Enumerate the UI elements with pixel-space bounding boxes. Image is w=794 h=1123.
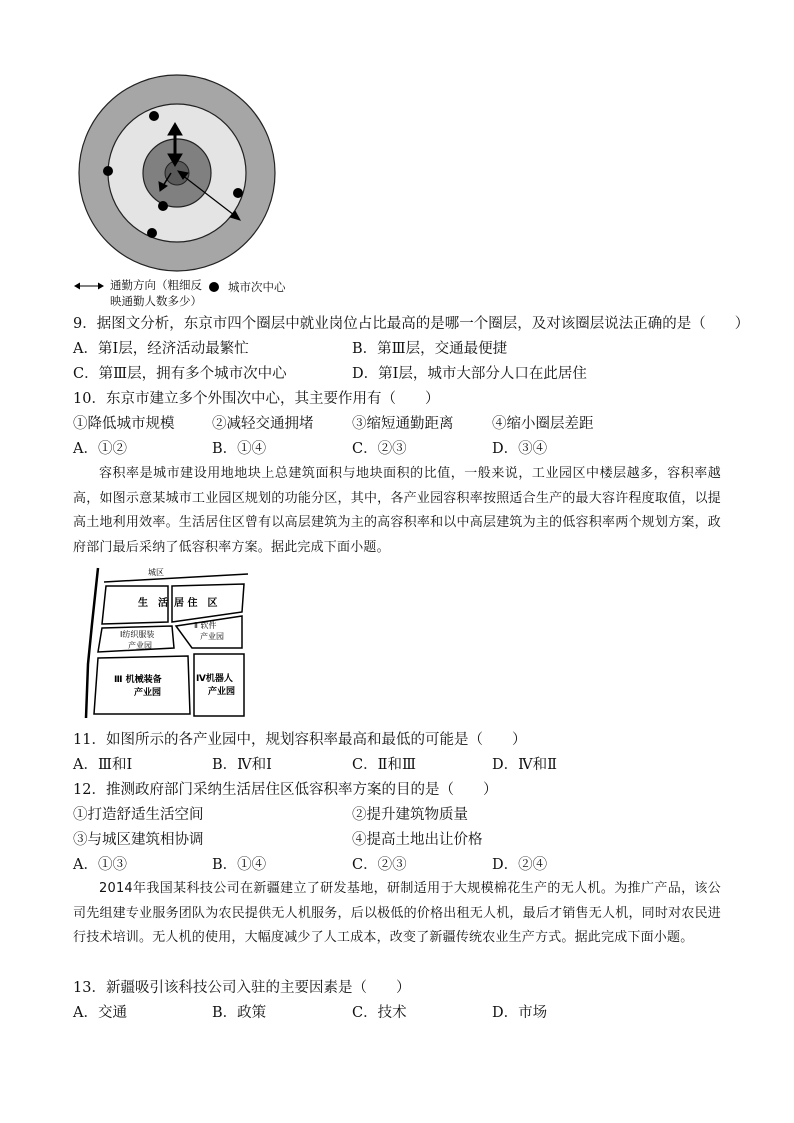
question-11-option-b[interactable]: B．Ⅳ和Ⅰ: [212, 757, 272, 773]
question-13-option-b[interactable]: B．政策: [212, 1005, 267, 1021]
legend-arrow-label: [110, 277, 202, 309]
legend-arrow-line2: 映通勤人数多少）: [110, 294, 202, 308]
passage-floor-area-ratio: 容积率是城市建设用地地块上总建筑面积与地块面积的比值，一般来说，工业园区中楼层越多，容积率越高，如图示意某城市工业园区规划的功能分区，其中，各产业园容积率按照适合生产的最大容许程度取值，以提高土地利用效率。生活居住区曾有以高层建筑为主的高容积率和以中高层建筑为主的低容积率两个规划方案，政府部门最后采纳了低容积率方案。据此完成下面小题。: [73, 466, 721, 555]
question-11-option-d[interactable]: D．Ⅳ和Ⅱ: [492, 757, 557, 773]
question-10-option-d[interactable]: D．③④: [492, 441, 548, 457]
question-9-option-b[interactable]: B．第Ⅲ层，交通最便捷: [352, 341, 508, 357]
zone-2-label-b: 产业园: [200, 632, 224, 641]
question-10-statement-2: ②减轻交通拥堵: [212, 416, 314, 432]
question-9-option-a[interactable]: A．第Ⅰ层，经济活动最繁忙: [73, 341, 249, 357]
subcenter-dot: [149, 111, 159, 121]
question-10-statement-3: ③缩短通勤距离: [352, 416, 454, 432]
question-11-stem: 11．如图所示的各产业园中，规划容积率最高和最低的可能是（ ）: [73, 732, 527, 748]
question-12-option-d[interactable]: D．②④: [492, 857, 548, 873]
question-12-statement-2: ②提升建筑物质量: [352, 807, 468, 823]
zone-1-label-a: Ⅰ纺织服装: [120, 630, 155, 639]
question-12-stem: 12．推测政府部门采纳生活居住区低容积率方案的目的是（ ）: [73, 782, 498, 798]
question-12-statement-4: ④提高土地出让价格: [352, 832, 483, 848]
zone-3-label-a: Ⅲ 机械装备: [114, 675, 162, 685]
zone-3-label-b: 产业园: [134, 688, 162, 698]
zone-2-label-a: Ⅱ 软件: [194, 621, 217, 630]
question-12-option-b[interactable]: B．①④: [212, 857, 267, 873]
subcenter-dot: [147, 228, 157, 238]
zone-1-label-b: 产业园: [128, 641, 152, 650]
city-label: 城区: [148, 568, 164, 577]
passage-drone-company: 2014年我国某科技公司在新疆建立了研发基地，研制适用于大规模棉花生产的无人机。为推广产品，该公司先组建专业服务团队为农民提供无人机服务，后以极低的价格出租无人机，最后才销售无人机，同时对农民进行技术培训。无人机的使用，大幅度减少了人工成本，改变了新疆传统农业生产方式。据此完成下面小题。: [73, 881, 721, 945]
zone-4-label-a: Ⅳ机器人: [196, 674, 233, 684]
question-10-stem: 10．东京市建立多个外围次中心，其主要作用有（ ）: [73, 391, 440, 407]
question-9-stem: 9．据图文分析，东京市四个圈层中就业岗位占比最高的是哪一个圈层，及对该圈层说法正确的是（ ）: [73, 316, 750, 332]
question-13-option-a[interactable]: A．交通: [73, 1005, 127, 1021]
subcenter-dot: [103, 166, 113, 176]
question-11-option-a[interactable]: A．Ⅲ和Ⅰ: [73, 757, 133, 773]
question-12-option-c[interactable]: C．②③: [352, 857, 407, 873]
question-11-option-c[interactable]: C．Ⅱ和Ⅲ: [352, 757, 416, 773]
subcenter-dot: [158, 201, 168, 211]
zone-4: [194, 654, 244, 716]
dot-icon: [208, 281, 220, 293]
industrial-park-map: [78, 564, 258, 720]
question-13-stem: 13．新疆吸引该科技公司入驻的主要因素是（ ）: [73, 980, 411, 996]
question-9-option-c[interactable]: C．第Ⅲ层，拥有多个城市次中心: [73, 366, 287, 382]
question-13-option-c[interactable]: C．技术: [352, 1005, 407, 1021]
double-arrow-icon: [74, 281, 104, 291]
question-12-statement-3: ③与城区建筑相协调: [73, 832, 204, 848]
question-10-statement-4: ④缩小圈层差距: [492, 416, 594, 432]
question-12-statement-1: ①打造舒适生活空间: [73, 807, 204, 823]
question-9-option-d[interactable]: D．第Ⅰ层，城市大部分人口在此居住: [352, 366, 587, 382]
concentric-ring-diagram: [70, 72, 290, 272]
question-10-statement-1: ①降低城市规模: [73, 416, 175, 432]
living-zone-label-2: 居 住 区: [174, 598, 218, 609]
zone-3: [94, 656, 190, 714]
question-10-option-b[interactable]: B．①④: [212, 441, 267, 457]
question-10-option-a[interactable]: A．①②: [73, 441, 127, 457]
question-10-option-c[interactable]: C．②③: [352, 441, 407, 457]
subcenter-dot: [233, 188, 243, 198]
question-13-option-d[interactable]: D．市场: [492, 1005, 548, 1021]
living-zone-label-1: 生 活: [138, 598, 168, 609]
legend-dot-label: 城市次中心: [228, 280, 286, 294]
zone-4-label-b: 产业园: [208, 687, 236, 697]
legend-arrow-line1: 通勤方向（粗细反: [110, 278, 202, 292]
question-12-option-a[interactable]: A．①③: [73, 857, 127, 873]
